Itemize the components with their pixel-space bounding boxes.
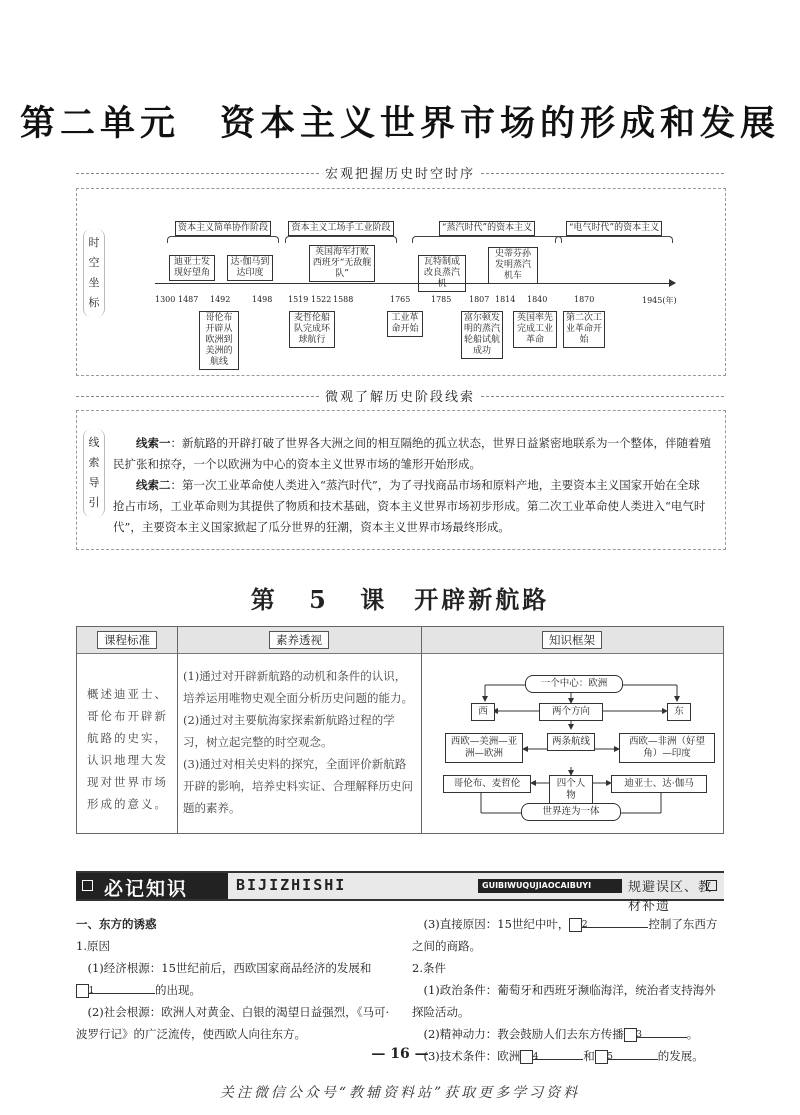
clue-one-text: ：新航路的开辟打破了世界各大洲之间的相互隔绝的孤立状态，世界日益紧密地联系为一个整体，伴随着殖民扩张和掠夺，一个以欧洲为中心的资本主义世界市场的雏形开始形成。: [113, 436, 711, 471]
clue-two-text: ：第一次工业革命使人类进入“蒸汽时代”，为了寻找商品市场和原料产地，主要资本主义国家开始在全球抢占市场，工业革命则为其提供了物质和技术基础，资本主义世界市场初步形成。第二次工业革命使人类进入“电气时代”，主要资本主义国家掀起了瓜分世界的狂潮，资本主义世界市场最终形成。: [113, 478, 706, 534]
side-tag-char: 时: [88, 236, 100, 249]
course-standard-text: 概述迪亚士、哥伦布开辟新航路的史实，认识地理大发现对世界市场形成的意义。: [87, 687, 168, 811]
stage-brace: [412, 236, 562, 243]
blank-number: 4: [520, 1050, 533, 1064]
year-tick: 1487: [178, 295, 199, 304]
footer-note: 关注微信公众号“教辅资料站”获取更多学习资料: [219, 1085, 581, 1101]
side-tag-char: 线: [88, 436, 100, 449]
header-label: 课程标准: [97, 631, 157, 649]
clue-two: [113, 475, 711, 538]
condition-spiritual-text: (2)精神动力：教会鼓励人们去东方传播: [423, 1027, 624, 1041]
side-tag-char: 坐: [88, 276, 100, 289]
blank-number: 3: [624, 1028, 637, 1042]
side-tag-clues: [83, 429, 105, 517]
stage-label: 资本主义简单协作阶段: [175, 221, 271, 236]
literacy-item: (2)通过对主要航海家探索新航路过程的学习，树立起完整的时空观念。: [183, 713, 395, 749]
stage-label: “电气时代”的资本主义: [566, 221, 662, 236]
reason-social: (2)社会根源：欧洲人对黄金、白银的渴望日益强烈，《马可·波罗行记》的广泛流传，使西欧人向往东方。: [76, 1005, 390, 1041]
axis-arrow-icon: [669, 279, 676, 287]
year-tick: 1870: [574, 295, 595, 304]
side-tag-char: 引: [88, 496, 100, 509]
blank-field[interactable]: [637, 1025, 687, 1038]
clue-two-label: 线索二: [136, 478, 171, 492]
year-tick: 1492: [210, 295, 231, 304]
stage-brace: [555, 236, 673, 243]
header-framework: [421, 627, 723, 654]
side-tag-char: 空: [88, 256, 100, 269]
reason-direct-text: (3)直接原因：15世纪中叶，: [423, 917, 570, 931]
timeline-box: [76, 188, 726, 376]
banner-square-icon-right: [706, 880, 717, 891]
clue-one-label: 线索一: [136, 436, 171, 450]
side-tag-char: 导: [88, 476, 100, 489]
section-heading-text: 微观了解历史阶段线索: [319, 386, 481, 405]
side-tag-char: 标: [88, 296, 100, 309]
year-tick: 1588: [333, 295, 354, 304]
blank-field[interactable]: [582, 915, 648, 928]
heading-conditions: 2.条件: [412, 961, 446, 975]
stage-brace: [285, 236, 397, 243]
event-fulton: 富尔顿发明的蒸汽轮船试航成功: [461, 311, 503, 359]
framework-route-east: 西欧—非洲（好望角）—印度: [619, 733, 715, 763]
event-industrial-revolution: 工业革命开始: [387, 311, 423, 337]
event-columbus: 哥伦布开辟从欧洲到美洲的航线: [199, 311, 239, 370]
framework-route-west: 西欧—美洲—亚洲—欧洲: [445, 733, 523, 763]
stage-electric-age: [555, 221, 673, 243]
condition-political: (1)政治条件：葡萄牙和西班牙濒临海洋，统治者支持海外探险活动。: [412, 983, 716, 1019]
framework-people-west: 哥伦布、麦哲伦: [443, 775, 531, 793]
section-heading-timeline: [76, 163, 724, 183]
blank-number: 2: [569, 918, 582, 932]
event-dias: 迪亚士发现好望角: [169, 255, 215, 281]
reason-economic-text: (1)经济根源：15世纪前后，西欧国家商品经济的发展和: [87, 961, 372, 975]
year-tick: 1945(年): [642, 296, 677, 305]
content-left-column: [76, 913, 394, 1045]
stage-steam-age: [412, 221, 562, 243]
year-tick: 1498: [252, 295, 273, 304]
section-heading-text: 宏观把握历史时空时序: [319, 163, 481, 182]
stage-brace: [167, 236, 279, 243]
content-right-column: [412, 913, 724, 1067]
blank-number: 1: [76, 984, 89, 998]
header-label: 素养透视: [269, 631, 329, 649]
framework-people-east: 迪亚士、达·伽马: [611, 775, 707, 793]
stage-label: 资本主义工场手工业阶段: [288, 221, 393, 236]
year-tick: 1522: [311, 295, 332, 304]
stage-simple-cooperation: [167, 221, 279, 243]
reason-economic-tail: 的出现。: [155, 983, 201, 997]
stage-manufacturing: [285, 221, 397, 243]
heading-reasons: 1.原因: [76, 939, 110, 953]
banner-must-remember: [76, 871, 724, 914]
banner-right-title: 规避误区、教材补遗: [628, 880, 713, 914]
timeline-axis: [155, 283, 675, 284]
banner-right-pinyin: GUIBIWUQUJIAOCAIBUYI: [482, 881, 592, 890]
header-course-standard: [77, 627, 177, 654]
literacy-item: (1)通过对开辟新航路的动机和条件的认识，培养运用唯物史观全面分析历史问题的能力。: [183, 669, 413, 705]
event-second-revolution: 第二次工业革命开始: [563, 311, 605, 348]
condition-technical-and: 和: [583, 1049, 595, 1063]
literacy-text: [183, 665, 415, 819]
side-tag-timeline: [83, 229, 105, 317]
banner-title: 必记知识: [104, 878, 189, 900]
clue-one: [113, 433, 711, 475]
lesson-overview-table: [76, 626, 724, 834]
banner-square-icon: [82, 880, 93, 891]
literacy-item: (3)通过对相关史料的探究，全面评价新航路开辟的影响，培养史料实证、合理解释历史问题的素养。: [183, 757, 413, 815]
year-tick: 1519: [288, 295, 309, 304]
framework-center: 一个中心：欧洲: [525, 675, 623, 693]
reason-direct-tail: 控制了东西方之间的商路。: [412, 917, 718, 953]
blank-field[interactable]: [89, 981, 155, 994]
condition-spiritual: (2)精神动力：教会鼓励人们去东方传播 3 。: [423, 1027, 699, 1041]
year-tick: 1814: [495, 295, 516, 304]
side-tag-char: 索: [88, 456, 100, 469]
lesson-title: 第 5 课 开辟新航路: [250, 585, 550, 614]
section-heading-clues: [76, 386, 724, 406]
header-literacy: [177, 627, 421, 654]
year-tick: 1807: [469, 295, 490, 304]
stage-label: “蒸汽时代”的资本主义: [439, 221, 535, 236]
unit-title: 第二单元 资本主义世界市场的形成和发展: [19, 104, 780, 144]
event-armada: 英国海军打败西班牙“无敌舰队”: [309, 245, 375, 282]
year-tick: 1300: [155, 295, 176, 304]
framework-routes: 两条航线: [547, 733, 595, 751]
framework-east: 东: [667, 703, 691, 721]
event-da-gama: 达·伽马到达印度: [227, 255, 273, 281]
condition-technical-text: (3)技术条件：欧洲: [423, 1049, 521, 1063]
framework-result: 世界连为一体: [521, 803, 621, 821]
framework-directions: 两个方向: [539, 703, 603, 721]
event-stephenson: 史蒂芬孙发明蒸汽机车: [488, 247, 538, 284]
reason-direct: [412, 913, 724, 957]
year-tick: 1840: [527, 295, 548, 304]
event-watt: 瓦特制成改良蒸汽机: [418, 255, 466, 292]
column-divider: [177, 627, 178, 833]
banner-pinyin: BIJIZHISHI: [236, 876, 347, 894]
event-magellan: 麦哲伦船队完成环球航行: [289, 311, 335, 348]
knowledge-framework: [421, 653, 723, 833]
header-label: 知识框架: [542, 631, 602, 649]
reason-economic: [76, 957, 394, 1001]
blank-number: 5: [595, 1050, 608, 1064]
year-tick: 1785: [431, 295, 452, 304]
framework-people: 四个人物: [549, 775, 593, 805]
year-tick: 1765: [390, 295, 411, 304]
framework-west: 西: [471, 703, 495, 721]
event-britain-complete: 英国率先完成工业革命: [513, 311, 557, 348]
heading-eastern-lure: 一、东方的诱惑: [76, 917, 157, 931]
clues-box: [76, 410, 726, 550]
condition-technical-tail: 的发展。: [657, 1049, 704, 1063]
page-number: — 16 —: [371, 1046, 429, 1062]
